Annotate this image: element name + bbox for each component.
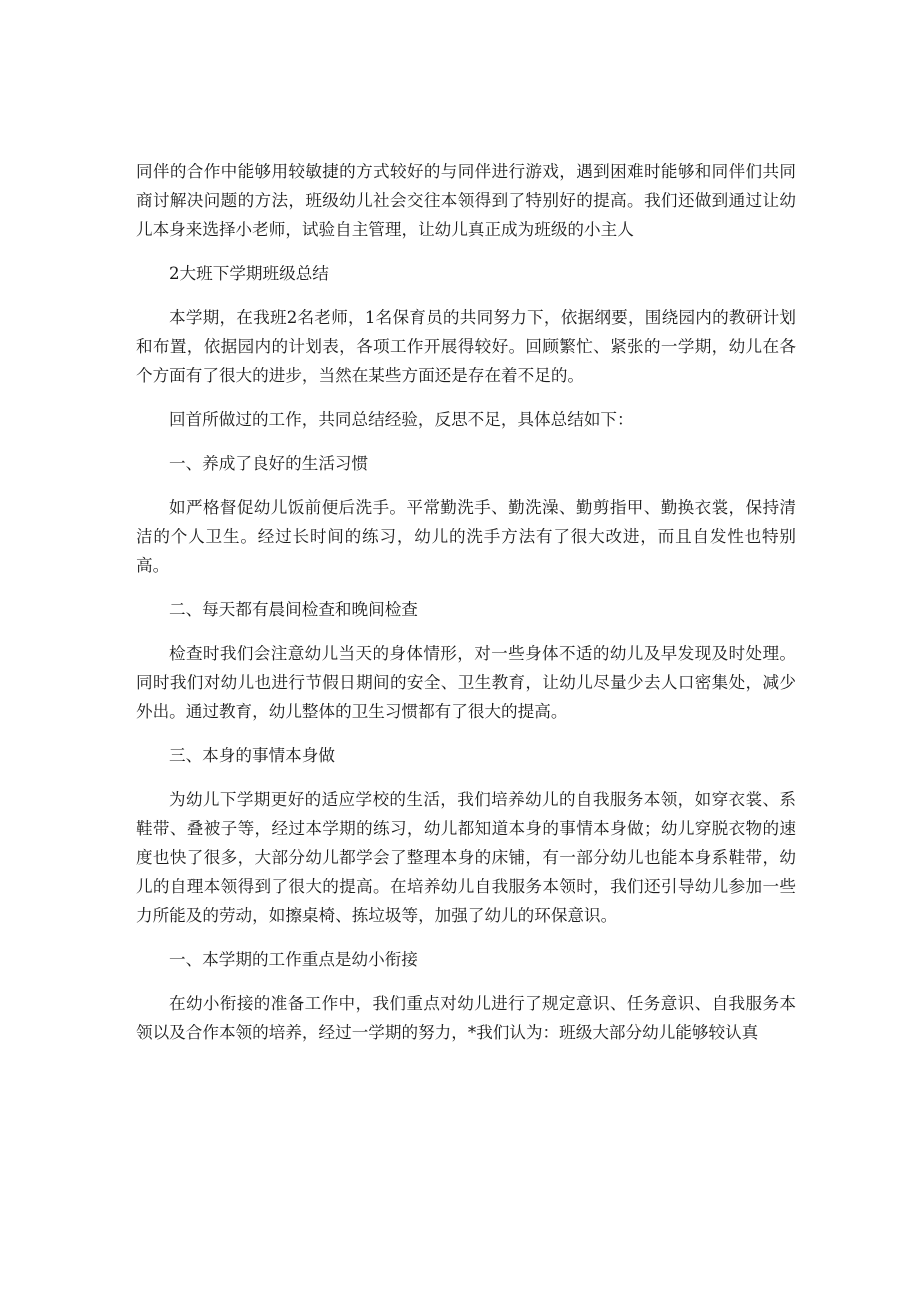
review-paragraph: 回首所做过的工作，共同总结经验，反思不足，具体总结如下： <box>169 410 634 429</box>
paragraph-living-habits: 如严格督促幼儿饭前便后洗手。平常勤洗手、勤洗澡、勤剪指甲、勤换衣裳，保持清洁的个人卫生。经过长时间的练习，幼儿的洗手方法有了很大改进，而且自发性也特别高。 <box>136 498 796 575</box>
continuation-paragraph: 同伴的合作中能够用较敏捷的方式较好的与同伴进行游戏，遇到困难时能够和同伴们共同商讨解决问题的方法，班级幼儿社会交往本领得到了特别好的提高。我们还做到通过让幼儿本身来选择小老师，试验自主管理，让幼儿真正成为班级的小主人 <box>136 162 796 239</box>
heading-living-habits: 一、养成了良好的生活习惯 <box>169 454 369 473</box>
intro-paragraph: 本学期，在我班2名老师，1名保育员的共同努力下，依据纲要，围绕园内的教研计划和布置，依据园内的计划表，各项工作开展得较好。回顾繁忙、紧张的一学期，幼儿在各个方面有了很大的进步，当然在某些方面还是存在着不足的。 <box>136 308 796 385</box>
heading-health-checks: 二、每天都有晨间检查和晚间检查 <box>169 600 418 619</box>
heading-self-reliance: 三、本身的事情本身做 <box>169 746 335 765</box>
section-title: 2大班下学期班级总结 <box>169 264 329 283</box>
paragraph-self-reliance: 为幼儿下学期更好的适应学校的生活，我们培养幼儿的自我服务本领，如穿衣裳、系鞋带、叠被子等，经过本学期的练习，幼儿都知道本身的事情本身做；幼儿穿脱衣物的速度也快了很多，大部分幼儿都学会了整理本身的床铺，有一部分幼儿也能本身系鞋带，幼儿的自理本领得到了很大的提高。在培养幼儿自我服务本领时，我们还引导幼儿参加一些力所能及的劳动，如擦桌椅、拣垃圾等，加强了幼儿的环保意识。 <box>136 790 796 925</box>
document-body <box>136 157 796 1062</box>
paragraph-school-transition: 在幼小衔接的准备工作中，我们重点对幼儿进行了规定意识、任务意识、自我服务本领以及合作本领的培养，经过一学期的努力，*我们认为：班级大部分幼儿能够较认真 <box>136 994 796 1042</box>
heading-school-transition: 一、本学期的工作重点是幼小衔接 <box>169 950 418 969</box>
paragraph-health-checks: 检查时我们会注意幼儿当天的身体情形，对一些身体不适的幼儿及早发现及时处理。同时我们对幼儿也进行节假日期间的安全、卫生教育，让幼儿尽量少去人口密集处，减少外出。通过教育，幼儿整体的卫生习惯都有了很大的提高。 <box>136 644 796 721</box>
